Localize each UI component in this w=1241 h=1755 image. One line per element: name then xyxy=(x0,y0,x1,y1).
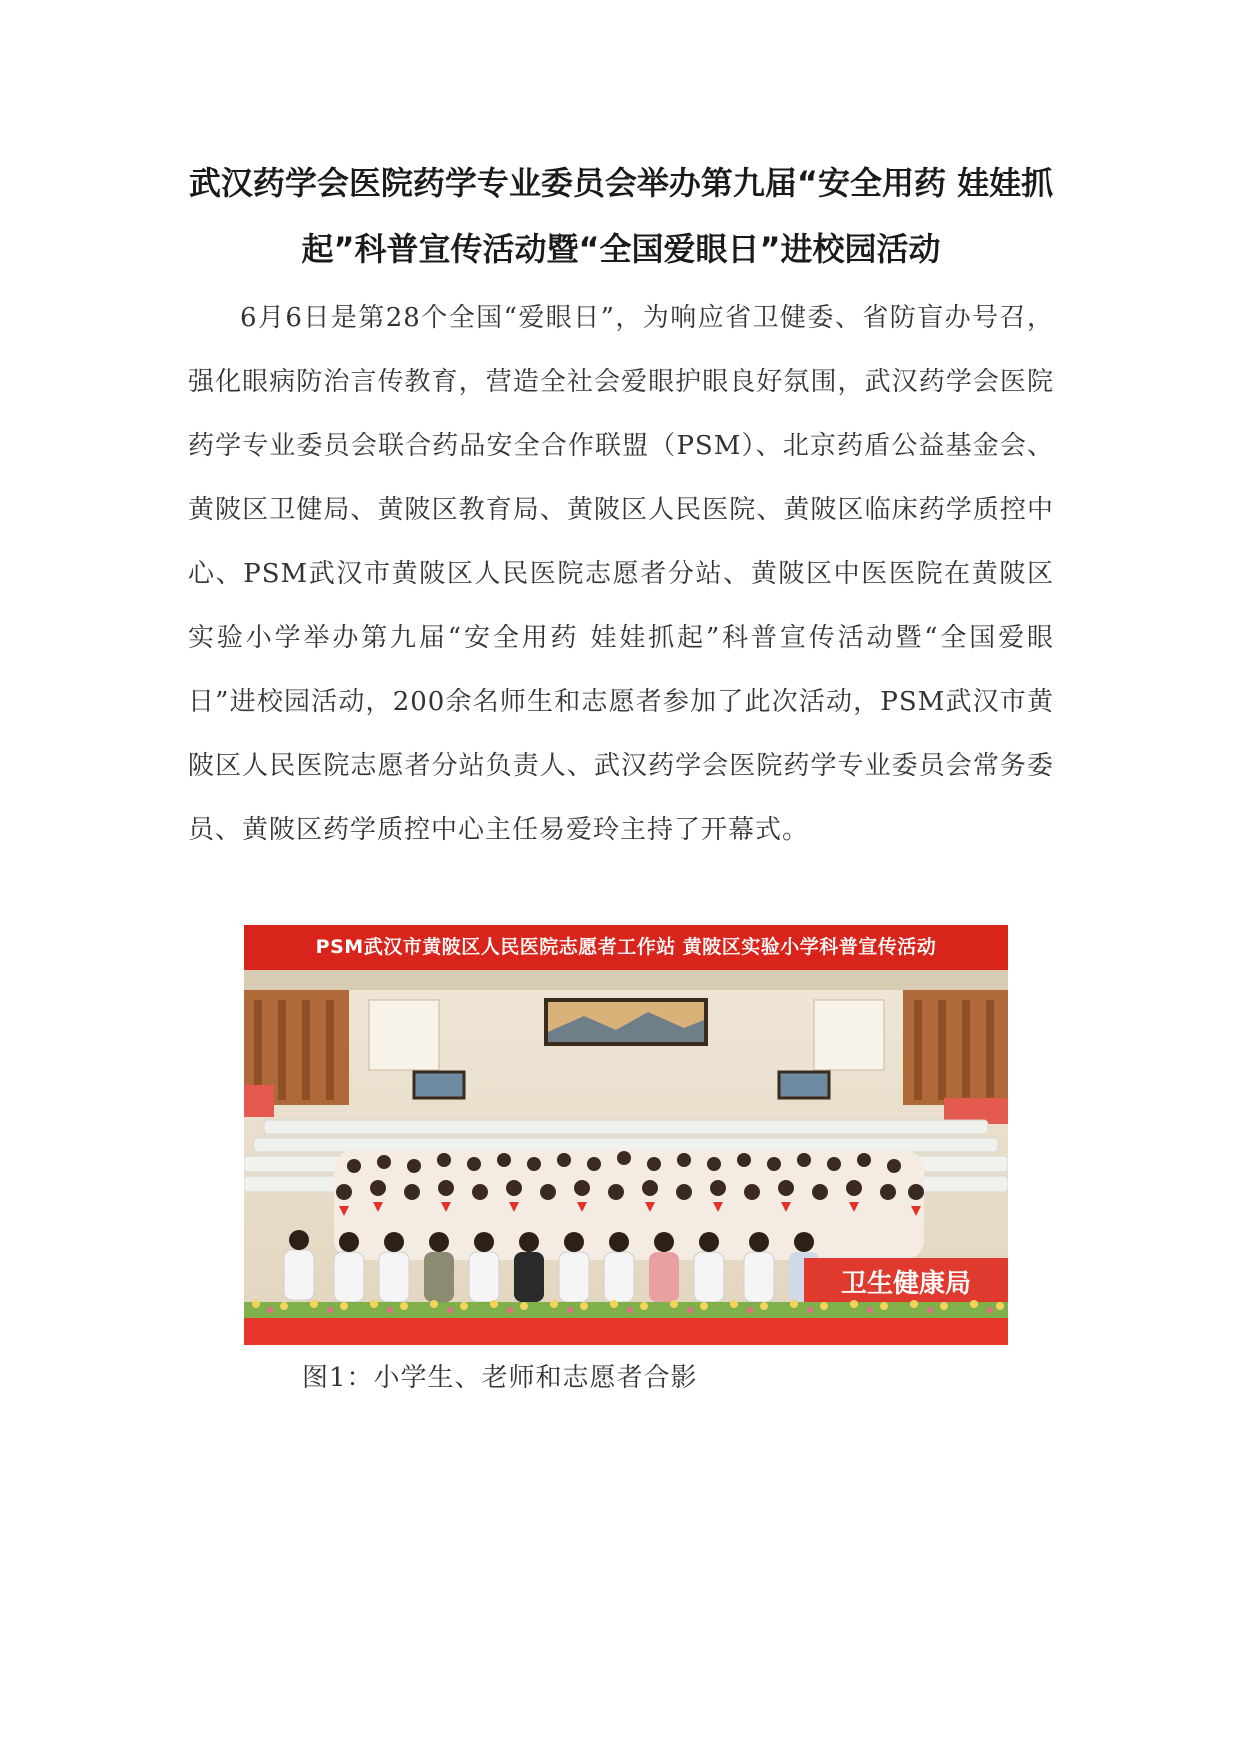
group-photo xyxy=(244,925,1008,1345)
article-title: 武汉药学会医院药学专业委员会举办第九届“安全用药 娃娃抓起”科普宣传活动暨“全国爱眼日”进校园活动 xyxy=(188,164,1054,268)
photo-banner: PSM武汉市黄陂区人民医院志愿者工作站 黄陂区实验小学科普宣传活动 xyxy=(244,925,1008,970)
stage-sign-text: 卫生健康局 xyxy=(840,1269,972,1299)
photo-caption: 图1：小学生、老师和志愿者合影 xyxy=(302,1363,698,1393)
group-photo-illustration xyxy=(244,970,1008,1345)
article-paragraph: 6月6日是第28个全国“爱眼日”，为响应省卫健委、省防盲办号召，强化眼病防治言传教育，营造全社会爱眼护眼良好氛围，武汉药学会医院药学专业委员会联合药品安全合作联盟（PSM）、北京药盾公益基金会、黄陂区卫健局、黄陂区教育局、黄陂区人民医院、黄陂区临床药学质控中心、PSM武汉市黄陂区人民医院志愿者分站、黄陂区中医医院在黄陂区实验小学举办第九届“安全用药 娃娃抓起”科普宣传活动暨“全国爱眼日”进校园活动，200余名师生和志愿者参加了此次活动，PSM武汉市黄陂区人民医院志愿者分站负责人、武汉药学会医院药学专业委员会常务委员、黄陂区药学质控中心主任易爱玲主持了开幕式。 xyxy=(188,303,1054,845)
